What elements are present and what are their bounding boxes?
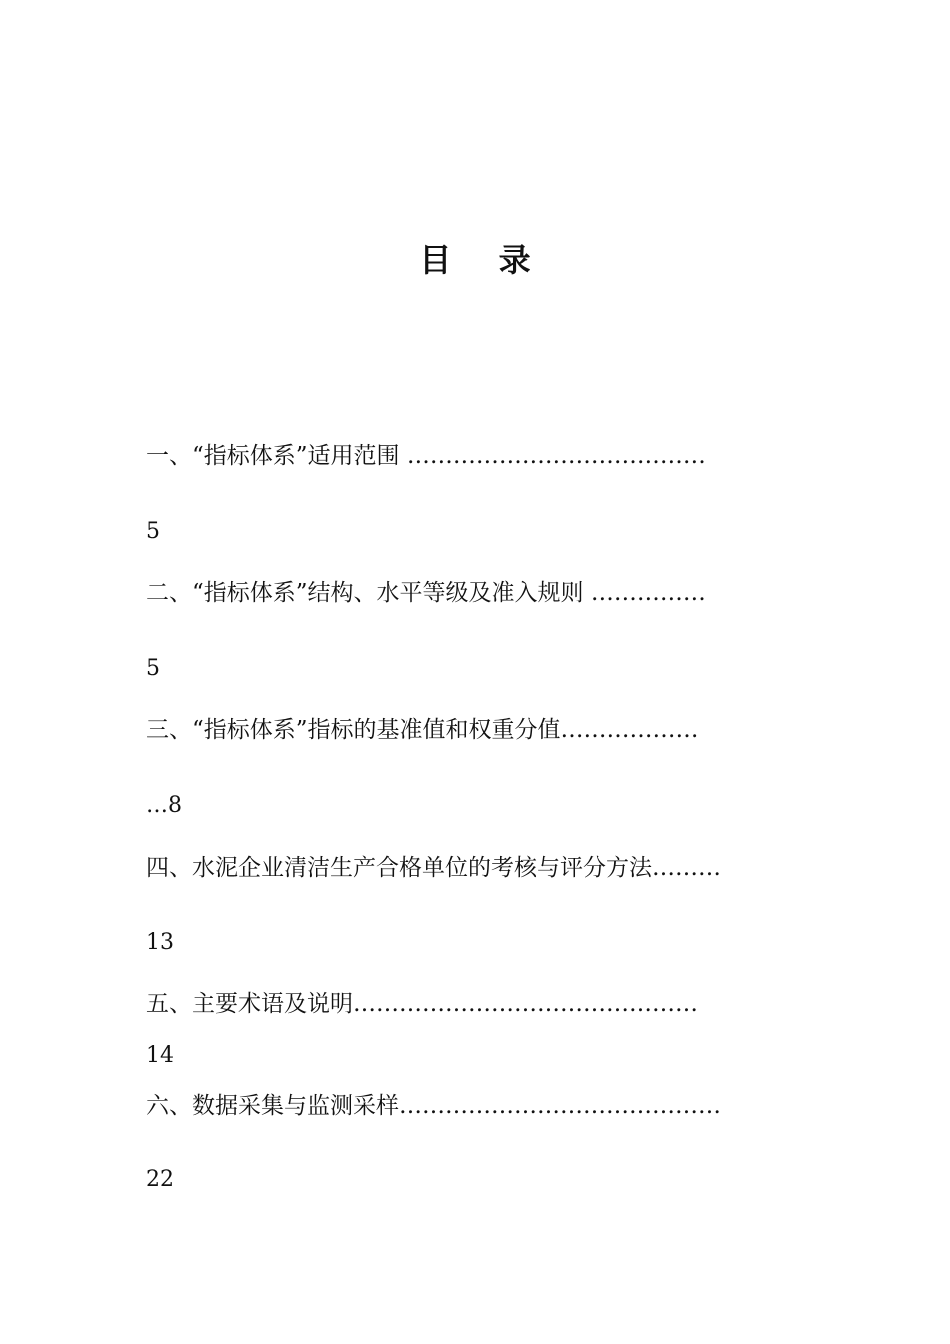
toc-leader-dots: ………………………………………: [353, 991, 698, 1017]
toc-entry-text: 五、主要术语及说明: [146, 991, 353, 1017]
toc-entry-4[interactable]: [146, 852, 806, 884]
toc-entry-3[interactable]: [146, 714, 806, 746]
toc-entry-text: 六、数据采集与监测采样: [146, 1093, 399, 1119]
toc-page-number: 5: [146, 519, 160, 544]
toc-entry-text: 三、“指标体系”指标的基准值和权重分值: [146, 717, 561, 743]
toc-leader-dots: ……………: [590, 580, 706, 606]
toc-entry-6[interactable]: [146, 1090, 806, 1122]
toc-page-number: 14: [146, 1043, 174, 1068]
toc-entry-text: 一、“指标体系”适用范围: [146, 443, 407, 469]
toc-entry-text: 二、“指标体系”结构、水平等级及准入规则: [146, 580, 591, 606]
toc-entry-5[interactable]: [146, 988, 806, 1020]
toc-leader-dots: ……………………………………: [399, 1093, 721, 1119]
toc-leader-dots: ………: [652, 855, 721, 881]
toc-page-number: 13: [146, 930, 174, 955]
toc-entry-text: 四、水泥企业清洁生产合格单位的考核与评分方法: [146, 855, 652, 881]
toc-page-number: 5: [146, 656, 160, 681]
page-title: 目 录: [419, 241, 549, 279]
toc-page-number: 22: [146, 1167, 174, 1192]
toc-page-number: …8: [146, 793, 182, 818]
toc-leader-dots: ………………: [560, 717, 699, 743]
toc-leader-dots: …………………………………: [406, 443, 706, 469]
toc-entry-2[interactable]: [146, 577, 806, 609]
toc-entry-1[interactable]: [146, 440, 806, 472]
